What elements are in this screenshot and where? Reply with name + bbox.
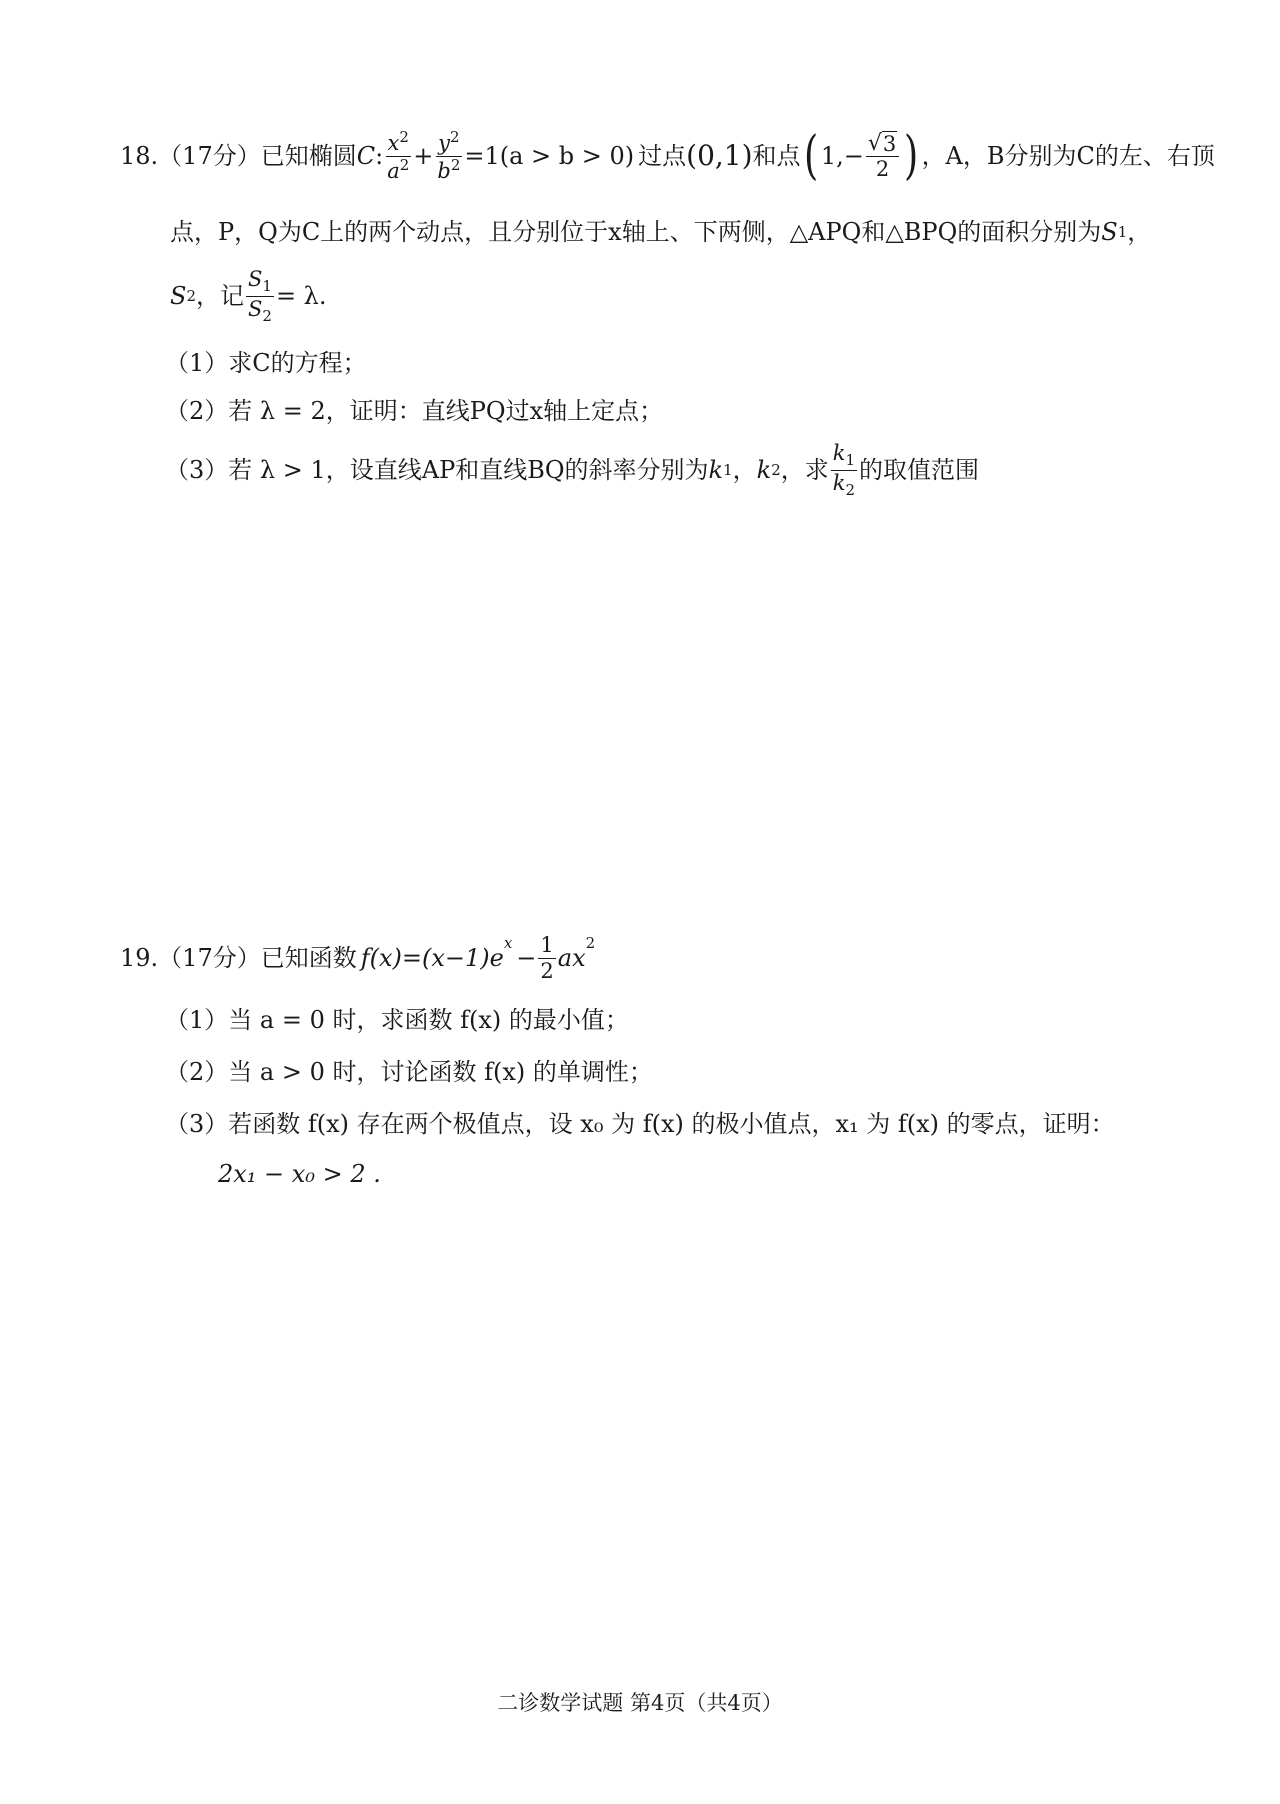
q18-ellipse-name: C	[356, 142, 376, 170]
q18-score: （17分）	[158, 142, 261, 170]
q18-plus: +	[413, 142, 434, 170]
q19-score: （17分）	[158, 944, 261, 972]
q18-frac-ratio: $\frac{S_1}{S_2}$	[248, 267, 272, 325]
q18-point-2-x: 1,−	[820, 142, 864, 170]
q18-colon: :	[375, 142, 384, 170]
q18-vertices: ，A，B分别为C的左、右顶	[921, 142, 1215, 170]
q18-point-1: (0,1)	[686, 139, 753, 172]
q18-line-3: S 2 ， 记 $\frac{S_1}{S_2}$ = λ.	[170, 267, 327, 325]
q18-part-1: （1）求C的方程；	[165, 349, 367, 377]
q18-intro: 已知椭圆	[260, 142, 357, 170]
q18-and-point: 和点	[752, 142, 801, 170]
q18-pass: 过点	[638, 142, 687, 170]
q18-line-1	[120, 120, 1215, 192]
q19-line-1: 19. （17分） 已知函数 f(x)=(x−1)e $^x$ − $\frac{1}{2}$ ax $^2$	[120, 933, 596, 983]
q18-moving-points: 点，P，Q为C上的两个动点，且分别位于x轴上、下两侧，△APQ和△BPQ的面积分别为	[170, 218, 1102, 246]
q19-frac-half: $\frac{1}{2}$	[540, 933, 554, 983]
q19-part-1: （1）当 a = 0 时，求函数 f(x) 的最小值；	[165, 1006, 629, 1034]
left-paren-icon: (	[803, 126, 818, 186]
q19-function: f(x)=(x−1)e	[360, 944, 504, 972]
sqrt-icon: √	[867, 130, 882, 156]
q18-note: 记	[220, 282, 244, 310]
q19-intro: 已知函数	[260, 944, 357, 972]
q18-frac-k: $\frac{k_1}{k_2}$	[832, 441, 856, 499]
right-paren-icon: )	[904, 126, 919, 186]
q18-number: 18.	[120, 142, 159, 170]
page-footer: 二诊数学试题 第4页（共4页）	[497, 1691, 783, 1715]
q19-part-3: （3）若函数 f(x) 存在两个极值点，设 x₀ 为 f(x) 的极小值点，x₁ 为 f(x) 的零点，证明：	[165, 1110, 1115, 1138]
q18-part-2: （2）若 λ = 2，证明：直线PQ过x轴上定点；	[165, 397, 664, 425]
q19-number: 19.	[120, 944, 159, 972]
q19-part-3-conclusion: 2x₁ − x₀ > 2 .	[218, 1160, 381, 1188]
q19-part-2: （2）当 a > 0 时，讨论函数 f(x) 的单调性；	[165, 1058, 653, 1086]
q18-frac-sqrt3: √ 3 2	[866, 131, 899, 181]
q18-condition: =1(a > b > 0)	[464, 142, 635, 170]
q18-frac-y: $\frac{y^2}{b^2}$	[437, 128, 461, 183]
q18-lambda: = λ.	[275, 282, 327, 310]
q18-part-3: （3）若 λ > 1，设直线AP和直线BQ的斜率分别为 k 1 ， k 2 ，求 $\frac{k_1}{k_2}$ 的取值范围	[165, 441, 980, 499]
q18-frac-x: $\frac{x^2}{a^2}$	[387, 128, 410, 183]
q18-line-2: 点，P，Q为C上的两个动点，且分别位于x轴上、下两侧，△APQ和△BPQ的面积分别为 S 1 ，	[170, 218, 1152, 246]
